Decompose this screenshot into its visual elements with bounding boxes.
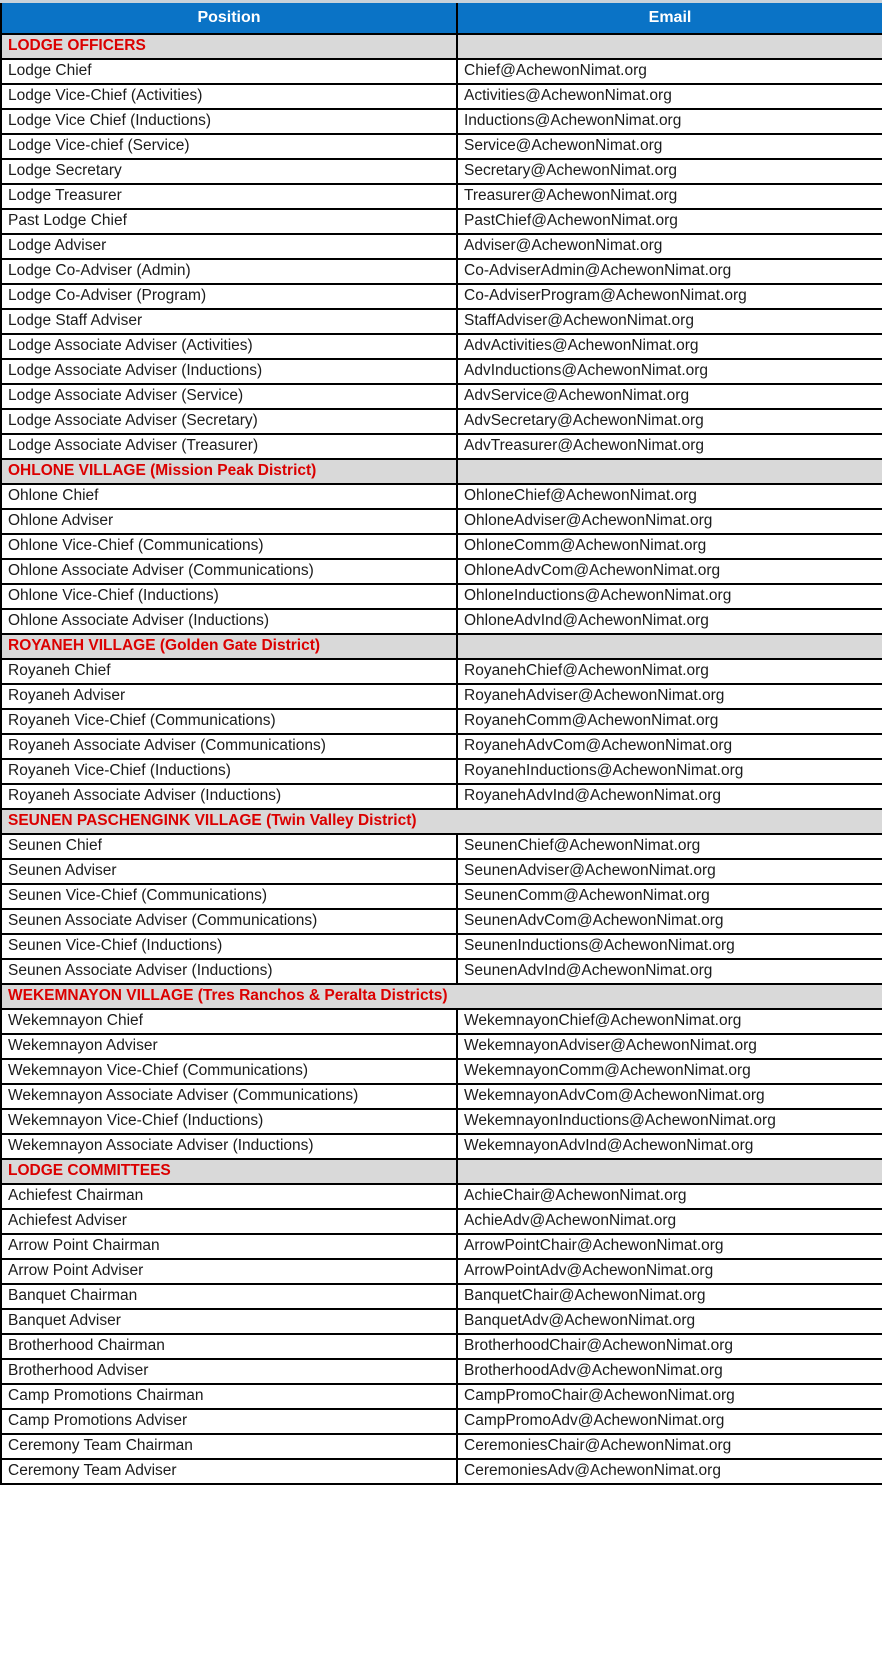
table-row: [1, 934, 882, 959]
email-cell: OhloneAdvCom@AchewonNimat.org: [457, 559, 882, 584]
position-cell: Lodge Associate Adviser (Secretary): [1, 409, 457, 434]
email-cell: SeunenComm@AchewonNimat.org: [457, 884, 882, 909]
position-cell: Seunen Chief: [1, 834, 457, 859]
email-cell: OhloneComm@AchewonNimat.org: [457, 534, 882, 559]
table-row: [1, 184, 882, 209]
table-row: [1, 559, 882, 584]
table-row: [1, 709, 882, 734]
table-row: [1, 884, 882, 909]
position-cell: Wekemnayon Associate Adviser (Inductions): [1, 1134, 457, 1159]
table-row: [1, 584, 882, 609]
position-cell: Ceremony Team Adviser: [1, 1459, 457, 1484]
email-cell: Service@AchewonNimat.org: [457, 134, 882, 159]
table-row: [1, 1009, 882, 1034]
position-cell: Ohlone Adviser: [1, 509, 457, 534]
email-cell: WekemnayonAdvCom@AchewonNimat.org: [457, 1084, 882, 1109]
email-cell: CeremoniesAdv@AchewonNimat.org: [457, 1459, 882, 1484]
table-row: [1, 359, 882, 384]
email-cell: RoyanehAdvInd@AchewonNimat.org: [457, 784, 882, 809]
table-row: [1, 309, 882, 334]
email-cell: AchieAdv@AchewonNimat.org: [457, 1209, 882, 1234]
position-cell: Wekemnayon Vice-Chief (Inductions): [1, 1109, 457, 1134]
email-cell: Inductions@AchewonNimat.org: [457, 109, 882, 134]
email-cell: OhloneInductions@AchewonNimat.org: [457, 584, 882, 609]
position-cell: Lodge Vice-Chief (Activities): [1, 84, 457, 109]
table-row: [1, 234, 882, 259]
table-row: [1, 134, 882, 159]
email-cell: OhloneAdviser@AchewonNimat.org: [457, 509, 882, 534]
position-cell: Lodge Associate Adviser (Treasurer): [1, 434, 457, 459]
table-row: [1, 834, 882, 859]
position-cell: Lodge Vice Chief (Inductions): [1, 109, 457, 134]
email-cell: RoyanehComm@AchewonNimat.org: [457, 709, 882, 734]
email-cell: OhloneAdvInd@AchewonNimat.org: [457, 609, 882, 634]
position-cell: Past Lodge Chief: [1, 209, 457, 234]
email-cell: AdvInductions@AchewonNimat.org: [457, 359, 882, 384]
table-row: [1, 734, 882, 759]
table-row: [1, 159, 882, 184]
position-cell: Seunen Associate Adviser (Communications): [1, 909, 457, 934]
email-cell: BanquetChair@AchewonNimat.org: [457, 1284, 882, 1309]
table-row: [1, 1309, 882, 1334]
position-cell: Seunen Vice-Chief (Inductions): [1, 934, 457, 959]
section-empty-email-cell: [457, 1159, 882, 1184]
position-cell: Lodge Adviser: [1, 234, 457, 259]
position-cell: Wekemnayon Chief: [1, 1009, 457, 1034]
table-row: [1, 384, 882, 409]
position-cell: Wekemnayon Associate Adviser (Communications): [1, 1084, 457, 1109]
email-cell: Treasurer@AchewonNimat.org: [457, 184, 882, 209]
email-cell: SeunenAdviser@AchewonNimat.org: [457, 859, 882, 884]
table-row: [1, 209, 882, 234]
email-cell: RoyanehChief@AchewonNimat.org: [457, 659, 882, 684]
table-row: [1, 1209, 882, 1234]
table-row: [1, 409, 882, 434]
email-cell: RoyanehAdviser@AchewonNimat.org: [457, 684, 882, 709]
table-row: [1, 1459, 882, 1484]
section-title-cell: LODGE OFFICERS: [1, 34, 457, 59]
email-cell: BrotherhoodChair@AchewonNimat.org: [457, 1334, 882, 1359]
table-row: [1, 1184, 882, 1209]
position-cell: Royaneh Adviser: [1, 684, 457, 709]
section-title-cell: WEKEMNAYON VILLAGE (Tres Ranchos & Peralta Districts): [1, 984, 882, 1009]
table-row: [1, 609, 882, 634]
table-row: [1, 59, 882, 84]
position-cell: Achiefest Chairman: [1, 1184, 457, 1209]
table-row: [1, 1084, 882, 1109]
position-cell: Ohlone Associate Adviser (Communications): [1, 559, 457, 584]
section-empty-email-cell: [457, 459, 882, 484]
email-cell: AdvTreasurer@AchewonNimat.org: [457, 434, 882, 459]
table-row: [1, 334, 882, 359]
position-cell: Ohlone Vice-Chief (Inductions): [1, 584, 457, 609]
email-cell: Co-AdviserProgram@AchewonNimat.org: [457, 284, 882, 309]
table-row: [1, 1334, 882, 1359]
table-row: [1, 84, 882, 109]
section-empty-email-cell: [457, 634, 882, 659]
position-cell: Arrow Point Adviser: [1, 1259, 457, 1284]
table-row: [1, 434, 882, 459]
position-cell: Lodge Staff Adviser: [1, 309, 457, 334]
table-row: [1, 659, 882, 684]
position-cell: Seunen Associate Adviser (Inductions): [1, 959, 457, 984]
email-cell: OhloneChief@AchewonNimat.org: [457, 484, 882, 509]
email-cell: WekemnayonInductions@AchewonNimat.org: [457, 1109, 882, 1134]
table-row: [1, 109, 882, 134]
email-cell: StaffAdviser@AchewonNimat.org: [457, 309, 882, 334]
position-cell: Banquet Chairman: [1, 1284, 457, 1309]
position-cell: Lodge Vice-chief (Service): [1, 134, 457, 159]
position-cell: Wekemnayon Adviser: [1, 1034, 457, 1059]
section-header-row: [1, 634, 882, 659]
email-cell: WekemnayonComm@AchewonNimat.org: [457, 1059, 882, 1084]
position-cell: Brotherhood Chairman: [1, 1334, 457, 1359]
table-row: [1, 684, 882, 709]
position-cell: Achiefest Adviser: [1, 1209, 457, 1234]
email-cell: SeunenInductions@AchewonNimat.org: [457, 934, 882, 959]
email-cell: ArrowPointChair@AchewonNimat.org: [457, 1234, 882, 1259]
table-row: [1, 784, 882, 809]
position-cell: Lodge Chief: [1, 59, 457, 84]
email-cell: Adviser@AchewonNimat.org: [457, 234, 882, 259]
email-cell: ArrowPointAdv@AchewonNimat.org: [457, 1259, 882, 1284]
position-cell: Lodge Secretary: [1, 159, 457, 184]
email-cell: Secretary@AchewonNimat.org: [457, 159, 882, 184]
table-row: [1, 1259, 882, 1284]
email-cell: Activities@AchewonNimat.org: [457, 84, 882, 109]
position-cell: Banquet Adviser: [1, 1309, 457, 1334]
position-cell: Royaneh Chief: [1, 659, 457, 684]
position-cell: Lodge Associate Adviser (Activities): [1, 334, 457, 359]
email-cell: WekemnayonChief@AchewonNimat.org: [457, 1009, 882, 1034]
table-row: [1, 1359, 882, 1384]
table-row: [1, 534, 882, 559]
table-row: [1, 259, 882, 284]
section-header-row: [1, 34, 882, 59]
email-cell: Co-AdviserAdmin@AchewonNimat.org: [457, 259, 882, 284]
table-row: [1, 1234, 882, 1259]
email-cell: CeremoniesChair@AchewonNimat.org: [457, 1434, 882, 1459]
position-cell: Royaneh Vice-Chief (Communications): [1, 709, 457, 734]
position-cell: Lodge Associate Adviser (Inductions): [1, 359, 457, 384]
email-cell: BrotherhoodAdv@AchewonNimat.org: [457, 1359, 882, 1384]
email-cell: WekemnayonAdvInd@AchewonNimat.org: [457, 1134, 882, 1159]
email-cell: AdvService@AchewonNimat.org: [457, 384, 882, 409]
position-cell: Camp Promotions Adviser: [1, 1409, 457, 1434]
table-row: [1, 1409, 882, 1434]
email-cell: AdvActivities@AchewonNimat.org: [457, 334, 882, 359]
table-row: [1, 1134, 882, 1159]
section-header-row: [1, 1159, 882, 1184]
email-cell: SeunenAdvInd@AchewonNimat.org: [457, 959, 882, 984]
position-cell: Lodge Co-Adviser (Program): [1, 284, 457, 309]
section-header-row: [1, 809, 882, 834]
position-cell: Royaneh Associate Adviser (Communications): [1, 734, 457, 759]
position-cell: Arrow Point Chairman: [1, 1234, 457, 1259]
section-header-row: [1, 459, 882, 484]
table-row: [1, 484, 882, 509]
table-row: [1, 284, 882, 309]
table-header-row: [1, 2, 882, 34]
section-empty-email-cell: [457, 34, 882, 59]
email-cell: BanquetAdv@AchewonNimat.org: [457, 1309, 882, 1334]
email-cell: PastChief@AchewonNimat.org: [457, 209, 882, 234]
email-cell: RoyanehInductions@AchewonNimat.org: [457, 759, 882, 784]
position-cell: Ohlone Associate Adviser (Inductions): [1, 609, 457, 634]
column-header-position: Position: [1, 2, 457, 34]
table-row: [1, 1034, 882, 1059]
section-title-cell: LODGE COMMITTEES: [1, 1159, 457, 1184]
position-cell: Seunen Adviser: [1, 859, 457, 884]
section-header-row: [1, 984, 882, 1009]
column-header-email: Email: [457, 2, 882, 34]
table-row: [1, 509, 882, 534]
table-row: [1, 1284, 882, 1309]
table-body: [1, 34, 882, 1484]
table-row: [1, 1384, 882, 1409]
position-cell: Ohlone Chief: [1, 484, 457, 509]
position-cell: Ceremony Team Chairman: [1, 1434, 457, 1459]
position-cell: Wekemnayon Vice-Chief (Communications): [1, 1059, 457, 1084]
position-cell: Seunen Vice-Chief (Communications): [1, 884, 457, 909]
table-row: [1, 759, 882, 784]
email-cell: AdvSecretary@AchewonNimat.org: [457, 409, 882, 434]
email-cell: WekemnayonAdviser@AchewonNimat.org: [457, 1034, 882, 1059]
email-cell: SeunenChief@AchewonNimat.org: [457, 834, 882, 859]
position-cell: Ohlone Vice-Chief (Communications): [1, 534, 457, 559]
section-title-cell: SEUNEN PASCHENGINK VILLAGE (Twin Valley District): [1, 809, 882, 834]
email-cell: CampPromoAdv@AchewonNimat.org: [457, 1409, 882, 1434]
position-cell: Royaneh Associate Adviser (Inductions): [1, 784, 457, 809]
position-cell: Lodge Co-Adviser (Admin): [1, 259, 457, 284]
position-cell: Lodge Associate Adviser (Service): [1, 384, 457, 409]
email-cell: Chief@AchewonNimat.org: [457, 59, 882, 84]
table-row: [1, 1109, 882, 1134]
position-cell: Royaneh Vice-Chief (Inductions): [1, 759, 457, 784]
table-row: [1, 909, 882, 934]
table-row: [1, 959, 882, 984]
table-row: [1, 1434, 882, 1459]
email-cell: SeunenAdvCom@AchewonNimat.org: [457, 909, 882, 934]
section-title-cell: ROYANEH VILLAGE (Golden Gate District): [1, 634, 457, 659]
position-cell: Camp Promotions Chairman: [1, 1384, 457, 1409]
email-cell: CampPromoChair@AchewonNimat.org: [457, 1384, 882, 1409]
section-title-cell: OHLONE VILLAGE (Mission Peak District): [1, 459, 457, 484]
table-row: [1, 1059, 882, 1084]
position-cell: Lodge Treasurer: [1, 184, 457, 209]
email-cell: RoyanehAdvCom@AchewonNimat.org: [457, 734, 882, 759]
table-row: [1, 859, 882, 884]
position-cell: Brotherhood Adviser: [1, 1359, 457, 1384]
email-cell: AchieChair@AchewonNimat.org: [457, 1184, 882, 1209]
